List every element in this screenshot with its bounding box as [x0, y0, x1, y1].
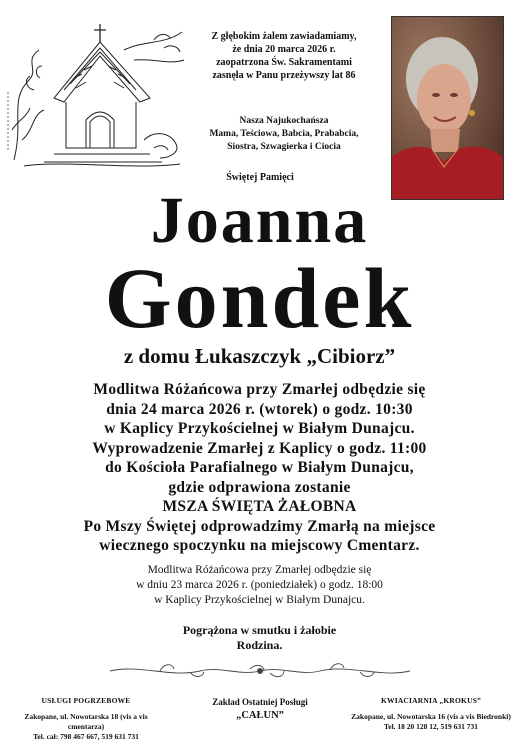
grieving-line: Pogrążona w smutku i żałobie	[182, 623, 337, 637]
beloved-line: Siostra, Szwagierka i Ciocia	[227, 142, 341, 152]
last-name: Gondek	[104, 250, 415, 346]
ceremony-line: dnia 24 marca 2026 r. (wtorek) o godz. 10:30	[106, 400, 413, 418]
rosary-line: w dniu 23 marca 2026 r. (poniedziałek) o godz. 18:00	[136, 579, 383, 591]
funeral-services-info	[6, 696, 166, 742]
florist-title: KWIACIARNIA „KROKUS”	[380, 696, 482, 705]
funeral-home-info	[180, 697, 340, 721]
beloved-line: Nasza Najukochańsza	[239, 116, 329, 126]
ceremony-details	[20, 380, 499, 556]
florist-phone: Tel. 18 20 128 12, 519 631 731	[383, 722, 479, 731]
ceremony-line: Po Mszy Świętej odprowadzimy Zmarłą na miejsce	[83, 517, 436, 535]
floral-ornament-icon	[100, 660, 420, 682]
ceremony-line: wiecznego spoczynku na miejscowy Cmentarz.	[99, 537, 420, 554]
florist-info	[348, 696, 514, 732]
portrait-photo	[391, 16, 504, 200]
announcement-line: zaopatrzona Św. Sakramentami	[216, 57, 352, 68]
ceremony-line: Wyprowadzenie Zmarłej z Kaplicy o godz. 11:00	[92, 439, 427, 457]
funeral-services-title: USŁUGI POGRZEBOWE	[41, 696, 131, 705]
family-signature: Rodzina.	[236, 638, 283, 652]
rosary-line: w Kaplicy Przykościelnej w Białym Dunajcu.	[154, 594, 365, 606]
first-name: Joanna	[150, 184, 369, 257]
announcement-text	[196, 30, 372, 82]
funeral-home-name: „CAŁUN”	[236, 710, 284, 721]
ceremony-line: do Kościoła Parafialnego w Białym Dunajcu,	[105, 459, 414, 476]
beloved-text	[196, 115, 372, 154]
ceremony-line: MSZA ŚWIĘTA ŻAŁOBNA	[162, 498, 357, 515]
memory-label: Świętej Pamięci	[226, 172, 294, 183]
florist-address: Zakopane, ul. Nowotarska 16 (vis a vis Biedronki)	[351, 712, 511, 721]
funeral-home-title: Zakład Ostatniej Posługi	[212, 697, 308, 707]
beloved-line: Mama, Teściowa, Babcia, Prababcia,	[209, 129, 359, 139]
maiden-name: z domu Łukaszczyk „Cibiorz”	[123, 344, 396, 368]
ceremony-line: Modlitwa Różańcowa przy Zmarłej odbędzie się	[93, 381, 426, 398]
funeral-services-address: Zakopane, ul. Nowotarska 18 (vis a vis cmentarza)	[24, 712, 148, 731]
ceremony-line: gdzie odprawiona zostanie	[168, 478, 351, 496]
announcement-line: zasnęła w Panu przeżywszy lat 86	[212, 70, 356, 81]
ceremony-line: w Kaplicy Przykościelnej w Białym Dunajcu.	[104, 420, 415, 437]
funeral-services-phone: Tel. cał: 798 467 667, 519 631 731	[33, 732, 139, 741]
rosary-details	[20, 563, 499, 608]
grieving-family	[0, 623, 519, 653]
rosary-line: Modlitwa Różańcowa przy Zmarłej odbędzie się	[147, 564, 372, 576]
announcement-line: że dnia 20 marca 2026 r.	[232, 44, 336, 55]
chapel-sketch-icon	[4, 20, 190, 170]
announcement-line: Z głębokim żalem zawiadamiamy,	[211, 31, 357, 42]
